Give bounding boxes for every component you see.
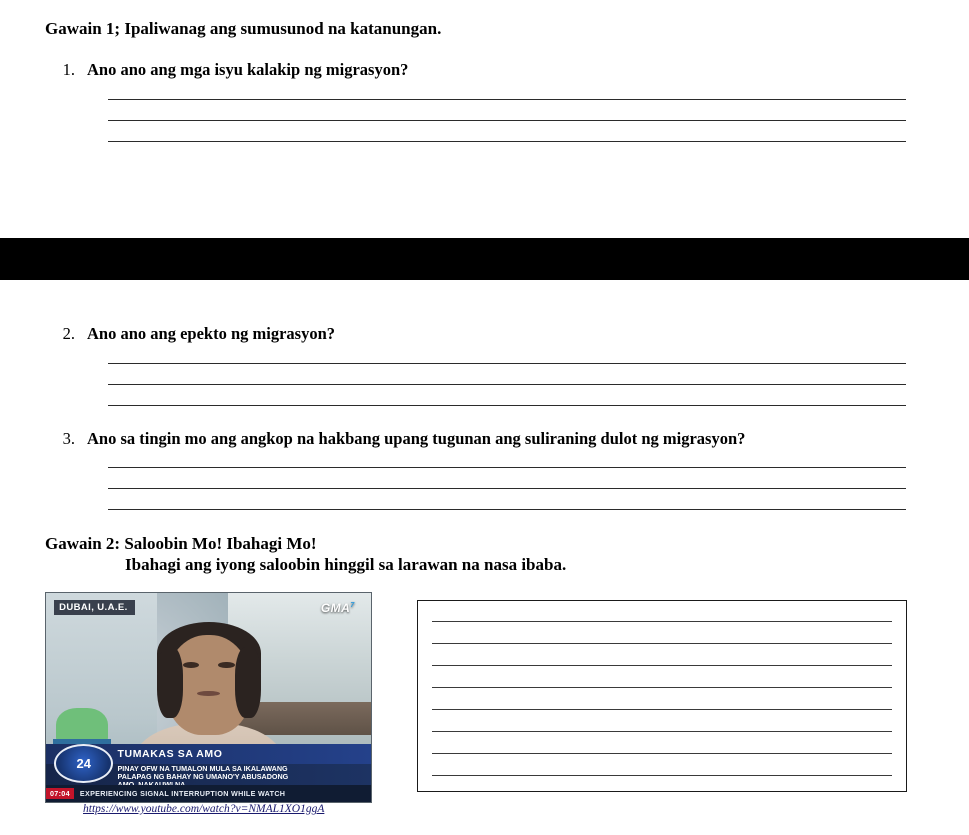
answer-line-2-1: [108, 363, 906, 364]
video-source-link[interactable]: https://www.youtube.com/watch?v=NMAL1XO1ggA: [83, 803, 325, 815]
question-3-number: 3.: [62, 429, 75, 448]
activity-1-heading: Gawain 1; Ipaliwanag ang sumusunod na katanungan.: [45, 19, 442, 38]
news-ticker-text: EXPERIENCING SIGNAL INTERRUPTION WHILE WATCH: [79, 789, 286, 799]
news-subhead-line-2: PALAPAG NG BAHAY NG UMANO'Y ABUSADONG: [117, 772, 289, 782]
image-person-hair-right: [235, 647, 261, 718]
question-2-row: [45, 324, 335, 344]
box-answer-line-6: [432, 731, 892, 732]
box-answer-line-3: [432, 665, 892, 666]
question-3-row: [45, 429, 745, 449]
network-logo-text: GMA: [320, 601, 351, 616]
question-1-row: [45, 60, 408, 80]
question-1-text: Ano ano ang mga isyu kalakip ng migrasyon?: [87, 60, 409, 79]
news-subhead-line-1: PINAY OFW NA TUMALON MULA SA IKALAWANG: [117, 764, 288, 774]
answer-line-3-1: [108, 467, 906, 468]
question-2-number: 2.: [62, 324, 75, 343]
answer-line-1-2: [108, 120, 906, 121]
news-screenshot-image: [45, 592, 372, 803]
answer-line-1-1: [108, 99, 906, 100]
answer-line-3-2: [108, 488, 906, 489]
answer-line-2-3: [108, 405, 906, 406]
activity-2-answer-box[interactable]: [417, 600, 907, 792]
box-answer-line-8: [432, 775, 892, 776]
network-logo: [321, 601, 355, 615]
black-banner-strip: [0, 238, 969, 280]
answer-line-2-2: [108, 384, 906, 385]
question-3-text: Ano sa tingin mo ang angkop na hakbang upang tugunan ang suliraning dulot ng migrasyon?: [87, 429, 746, 448]
question-2-text: Ano ano ang epekto ng migrasyon?: [87, 324, 335, 343]
box-answer-line-2: [432, 643, 892, 644]
box-answer-line-5: [432, 709, 892, 710]
image-person-eye-right: [218, 662, 234, 668]
question-1-number: 1.: [62, 60, 75, 79]
answer-line-1-3: [108, 141, 906, 142]
box-answer-line-7: [432, 753, 892, 754]
image-person-hair-left: [157, 647, 183, 718]
network-logo-sup: 7: [350, 602, 355, 610]
news-ticker: [46, 785, 371, 802]
news-headline: TUMAKAS SA AMO: [46, 744, 371, 765]
activity-2-heading: Gawain 2: Saloobin Mo! Ibahagi Mo!: [45, 534, 317, 553]
box-answer-line-1: [432, 621, 892, 622]
answer-line-3-3: [108, 509, 906, 510]
news-timestamp: 07:04: [46, 788, 74, 799]
location-tag: DUBAI, U.A.E.: [54, 600, 135, 615]
channel-badge-icon: 24: [54, 744, 113, 784]
box-answer-line-4: [432, 687, 892, 688]
activity-2-instruction: Ibahagi ang iyong saloobin hinggil sa larawan na nasa ibaba.: [125, 555, 567, 574]
